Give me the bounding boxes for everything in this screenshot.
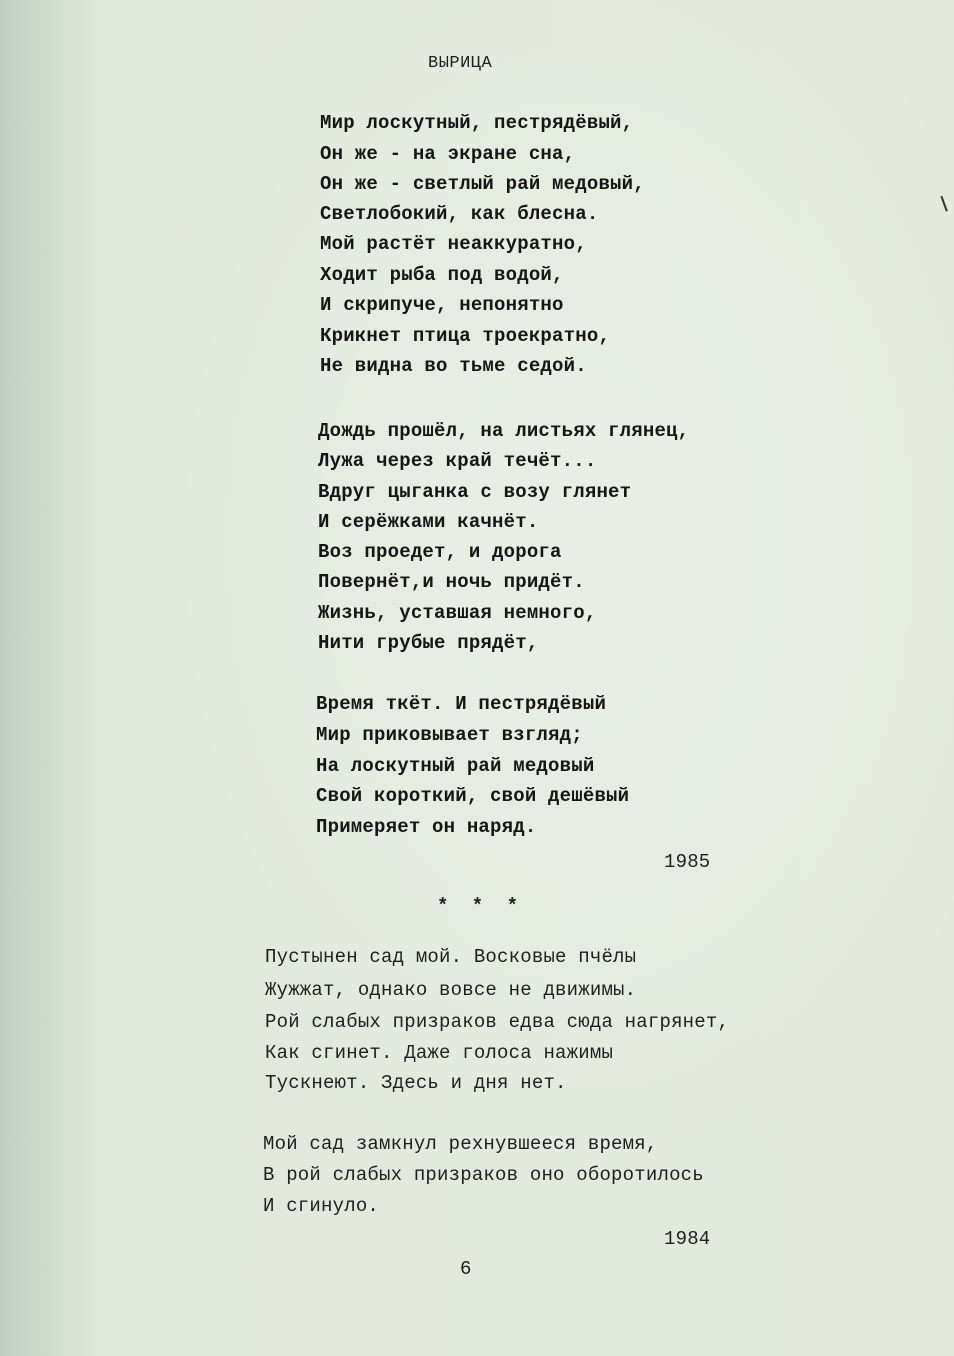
poem-line: Вдруг цыганка с возу глянет <box>318 481 632 503</box>
margin-mark <box>940 194 951 211</box>
poem-line: Жужжат, однако вовсе не движимы. <box>265 979 637 1001</box>
poem-line: Крикнет птица троекратно, <box>320 325 611 347</box>
poem-line: Светлобокий, как блесна. <box>320 203 599 225</box>
poem-line: Дождь прошёл, на листьях глянец, <box>318 420 690 442</box>
poem-line: Лужа через край течёт... <box>318 450 597 472</box>
poem-line: Нити грубые прядёт, <box>318 632 539 654</box>
poem-line: Не видна во тьме седой. <box>320 355 587 377</box>
poem-year: 1984 <box>664 1228 711 1250</box>
poem-line: И скрипуче, непонятно <box>320 294 564 316</box>
poem-line: Мир приковывает взгляд; <box>316 724 583 746</box>
poem-line: В рой слабых призраков оно оборотилось <box>263 1164 704 1186</box>
poem-line: Примеряет он наряд. <box>316 816 537 838</box>
poem-line: Жизнь, уставшая немного, <box>318 602 597 624</box>
section-separator: * * * <box>437 895 525 917</box>
page-edge-shadow <box>0 0 95 1356</box>
page-number: 6 <box>460 1258 472 1280</box>
poem-line: И сгинуло. <box>263 1195 380 1217</box>
poem-line: Как сгинет. Даже голоса нажимы <box>265 1042 614 1064</box>
poem-year: 1985 <box>664 851 711 873</box>
poem-line: Воз проедет, и дорога <box>318 541 562 563</box>
poem-line: Он же - светлый рай медовый, <box>320 173 645 195</box>
poem-line: Мой сад замкнул рехнувшееся время, <box>263 1133 658 1155</box>
poem-line: Рой слабых призраков едва сюда нагрянет, <box>265 1011 730 1033</box>
poem-line: На лоскутный рай медовый <box>316 755 595 777</box>
poem-line: Мир лоскутный, пестрядёвый, <box>320 112 634 134</box>
poem-line: Он же - на экране сна, <box>320 143 576 165</box>
poem-line: Время ткёт. И пестрядёвый <box>316 693 607 715</box>
poem-line: И серёжками качнёт. <box>318 511 539 533</box>
poem-title: ВЫРИЦА <box>428 54 493 73</box>
poem-line: Пустынен сад мой. Восковые пчёлы <box>265 946 637 968</box>
poem-line: Повернёт,и ночь придёт. <box>318 571 585 593</box>
poem-line: Свой короткий, свой дешёвый <box>316 785 630 807</box>
poem-line: Тускнеют. Здесь и дня нет. <box>265 1072 567 1094</box>
poem-line: Мой растёт неаккуратно, <box>320 233 587 255</box>
poem-line: Ходит рыба под водой, <box>320 264 564 286</box>
